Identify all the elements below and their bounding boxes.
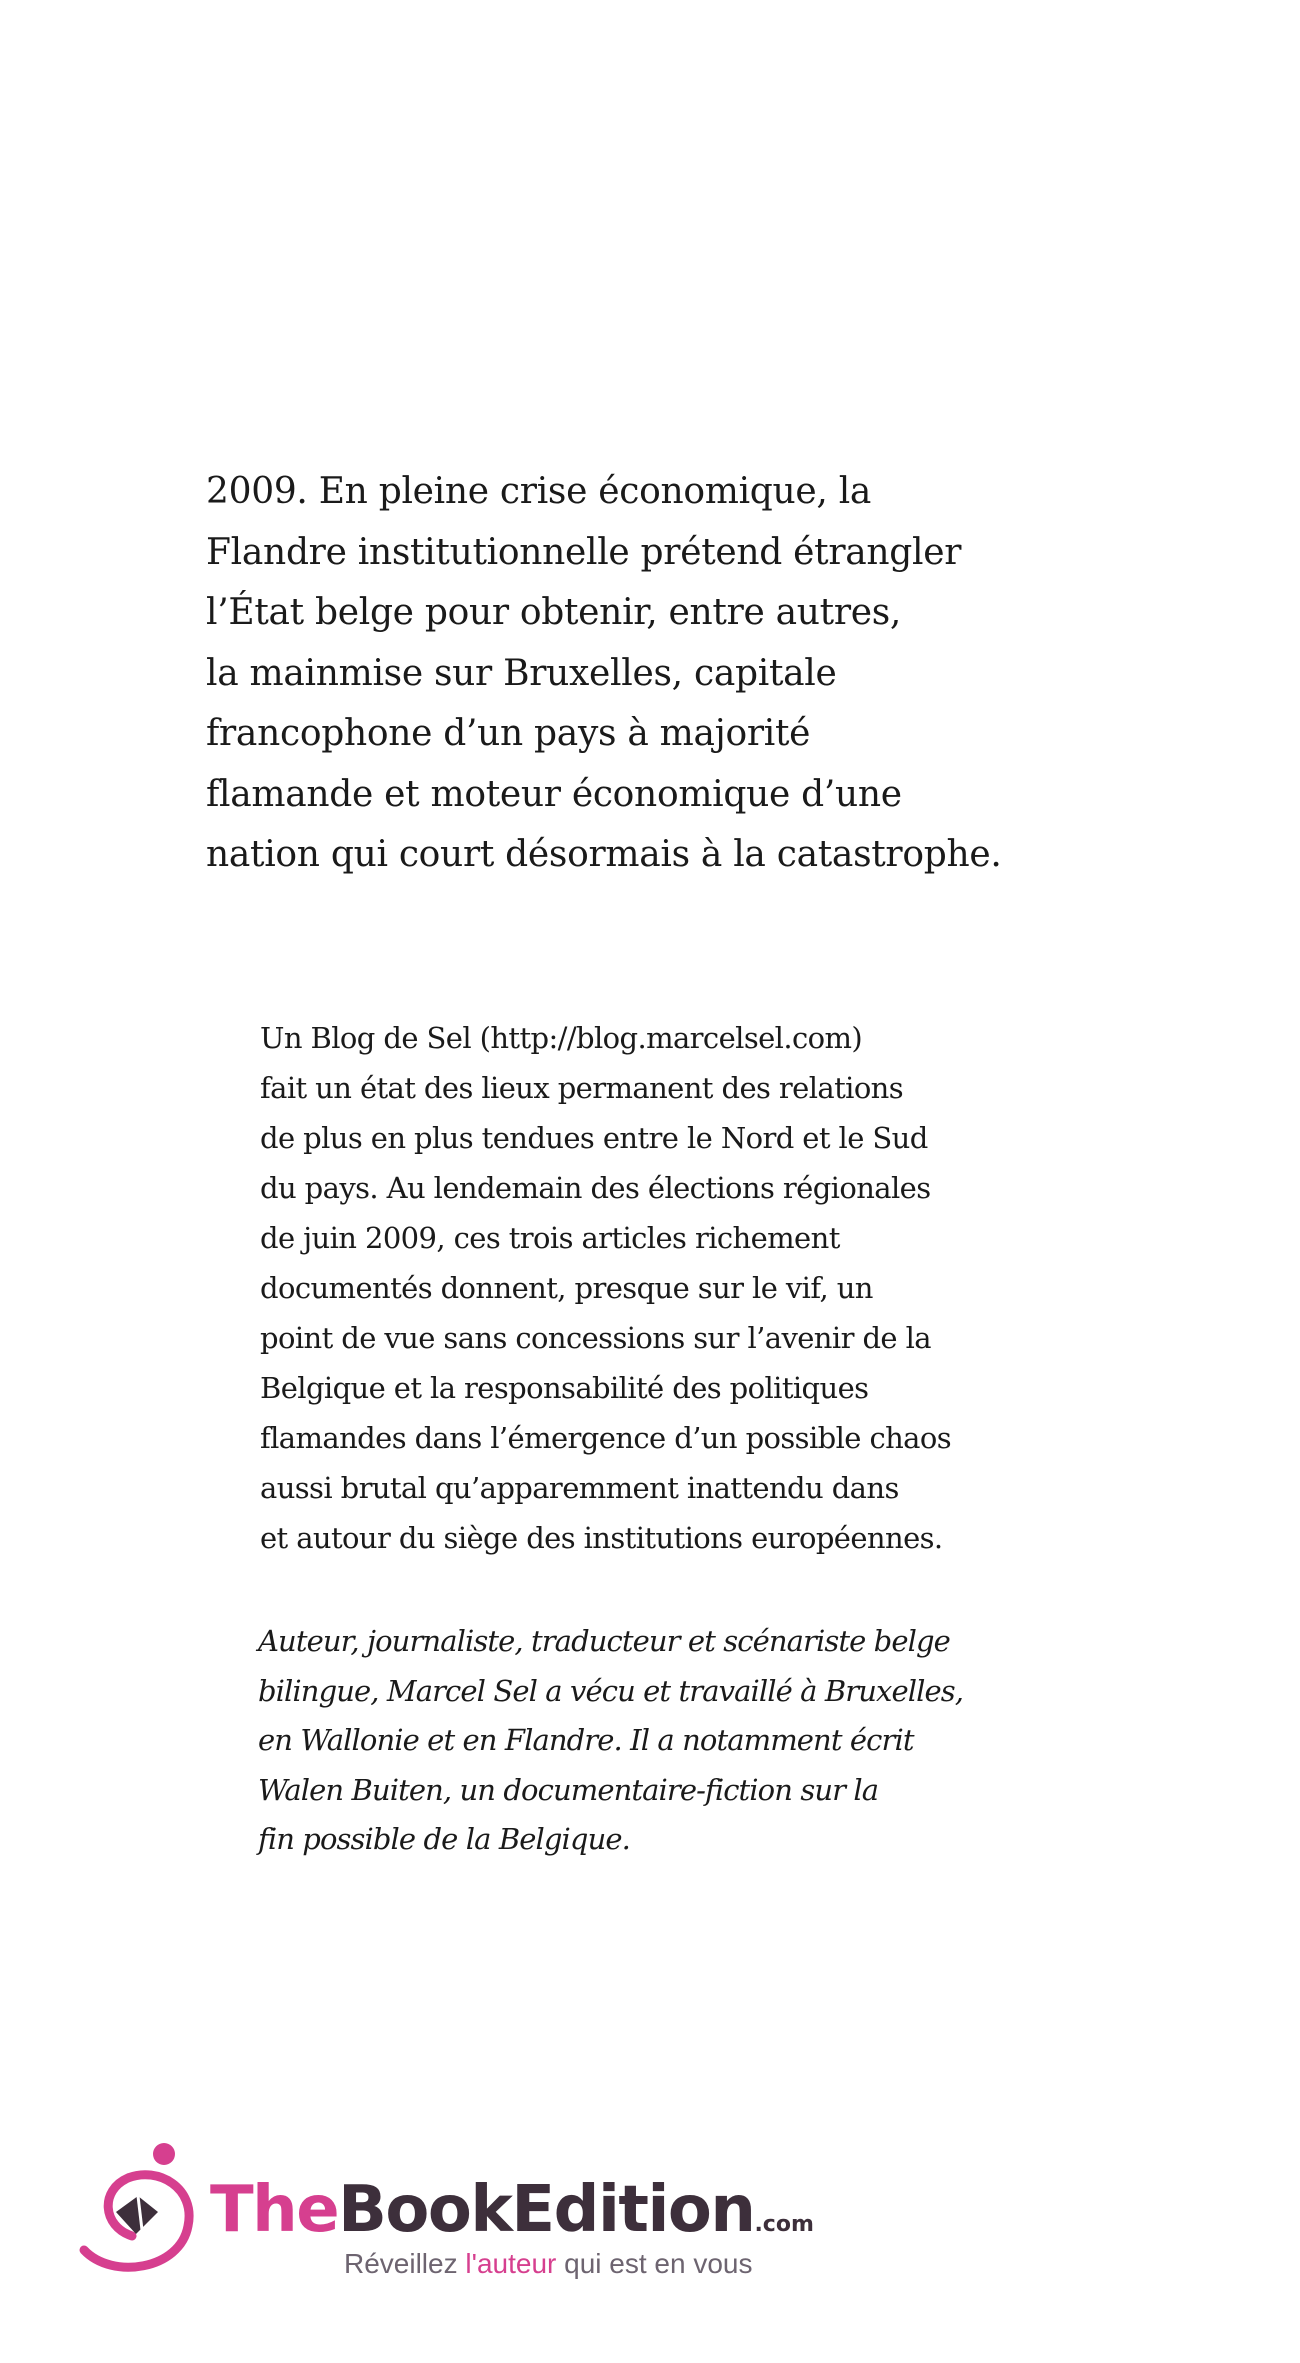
blog-line: aussi brutal qu’apparemment inattendu dans [260, 1471, 899, 1505]
intro-line: 2009. En pleine crise économique, la [206, 471, 872, 512]
logo-word-edition: Edition [511, 2173, 755, 2247]
intro-line: francophone d’un pays à majorité [206, 713, 811, 754]
intro-line: Flandre institutionnelle prétend étrangler [206, 531, 962, 573]
tagline-start: Réveillez [344, 2248, 466, 2279]
intro-paragraph [206, 462, 1001, 886]
bio-line: Walen Buiten, un documentaire-fiction sur la [258, 1772, 879, 1807]
blog-line: point de vue sans concessions sur l’avenir de la [260, 1321, 931, 1355]
intro-line: flamande et moteur économique d’une [206, 773, 902, 815]
blog-line: et autour du siège des institutions européennes. [260, 1521, 943, 1555]
logo-word-com: .com [754, 2212, 814, 2237]
intro-line: nation qui court désormais à la catastrophe. [206, 834, 1002, 875]
blog-line: Belgique et la responsabilité des politiques [260, 1371, 869, 1405]
intro-line: l’État belge pour obtenir, entre autres, [206, 592, 902, 633]
tagline-end: qui est en vous [556, 2248, 753, 2279]
author-bio [258, 1617, 963, 1865]
blog-line: de plus en plus tendues entre le Nord et le Sud [260, 1121, 928, 1155]
bio-line: bilingue, Marcel Sel a vécu et travaillé à Bruxelles, [258, 1673, 964, 1708]
blog-line: flamandes dans l’émergence d’un possible chaos [260, 1421, 952, 1455]
blog-line: du pays. Au lendemain des élections régionales [260, 1171, 931, 1205]
publisher-logo [76, 2138, 876, 2278]
logo-tagline [344, 2250, 752, 2278]
person-book-icon [76, 2138, 206, 2278]
blog-line: Un Blog de Sel (http://blog.marcelsel.com) [260, 1021, 863, 1055]
blog-line: de juin 2009, ces trois articles richement [260, 1221, 840, 1255]
logo-wordmark [210, 2173, 814, 2247]
logo-word-the: The [210, 2173, 339, 2247]
bio-line: Auteur, journaliste, traducteur et scénariste belge [258, 1624, 950, 1658]
blog-paragraph [260, 1013, 951, 1563]
blog-line: fait un état des lieux permanent des relations [260, 1071, 904, 1105]
logo-word-book: Book [338, 2173, 512, 2247]
tagline-accent: l'auteur [465, 2248, 557, 2279]
bio-line: fin possible de la Belgique. [258, 1822, 630, 1856]
intro-line: la mainmise sur Bruxelles, capitale [206, 652, 837, 694]
bio-line: en Wallonie et en Flandre. Il a notamment écrit [258, 1723, 914, 1757]
blog-line: documentés donnent, presque sur le vif, un [260, 1271, 873, 1305]
